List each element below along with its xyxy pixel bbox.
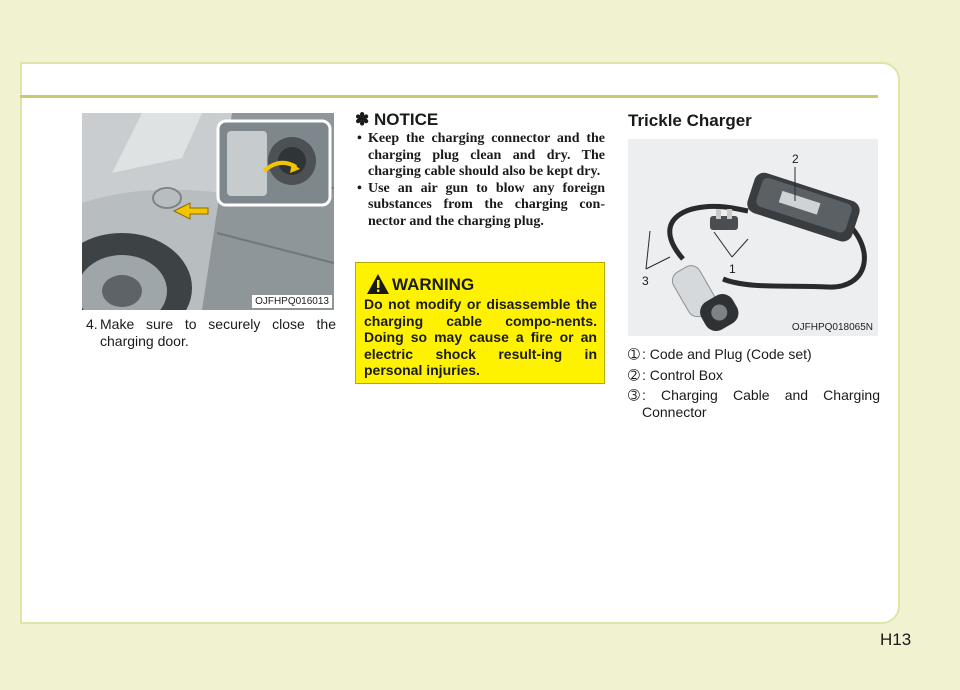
notice-title: ✽ NOTICE: [355, 110, 439, 129]
legend-text: : Charging Cable and Charging Connector: [642, 387, 880, 420]
legend-text: : Control Box: [642, 367, 723, 383]
page-number: H13: [880, 630, 912, 649]
legend-number: ➁: [628, 367, 640, 383]
trickle-charger-image: [628, 139, 878, 336]
figure-caption: OJFHPQ016013: [252, 295, 332, 308]
callout-2: 2: [792, 152, 799, 166]
legend-item: [628, 387, 880, 421]
car-side-image: [82, 113, 334, 310]
step-text: Make sure to securely close the charging door.: [100, 316, 336, 349]
legend-number: ➀: [628, 346, 640, 362]
legend-number: ➂: [628, 387, 640, 403]
warning-text: Do not modify or disassemble the charging cable compo-nents. Doing so may cause a fire or an electric shock result-ing in personal injuries.: [364, 296, 597, 378]
notice-item: [355, 131, 605, 181]
legend-text: : Code and Plug (Code set): [642, 346, 812, 362]
notice-item-text: Use an air gun to blow any foreign substances from the charging con-nector and the charging plug.: [368, 180, 605, 229]
step-4: [86, 316, 336, 350]
warning-triangle-icon: [366, 273, 390, 295]
section-title: Trickle Charger: [628, 111, 752, 130]
header-rule: [20, 95, 878, 98]
callout-3: 3: [642, 274, 649, 288]
warning-box: [355, 262, 605, 384]
callout-1: 1: [729, 262, 736, 276]
trickle-charger-illustration: [628, 139, 878, 336]
notice-item: [355, 181, 605, 231]
step-number: 4.: [86, 316, 98, 332]
charging-door-illustration: [82, 113, 334, 310]
figure-caption: OJFHPQ018065N: [791, 322, 873, 333]
notice-list: [355, 131, 605, 230]
legend-item: [628, 367, 880, 384]
legend-item: [628, 346, 880, 363]
bullet-icon: •: [357, 180, 362, 196]
notice-item-text: Keep the charging connector and the charging plug clean and dry. The charging cable should also be kept dry.: [368, 131, 605, 179]
bullet-icon: •: [357, 131, 362, 146]
warning-title: WARNING: [392, 275, 475, 294]
